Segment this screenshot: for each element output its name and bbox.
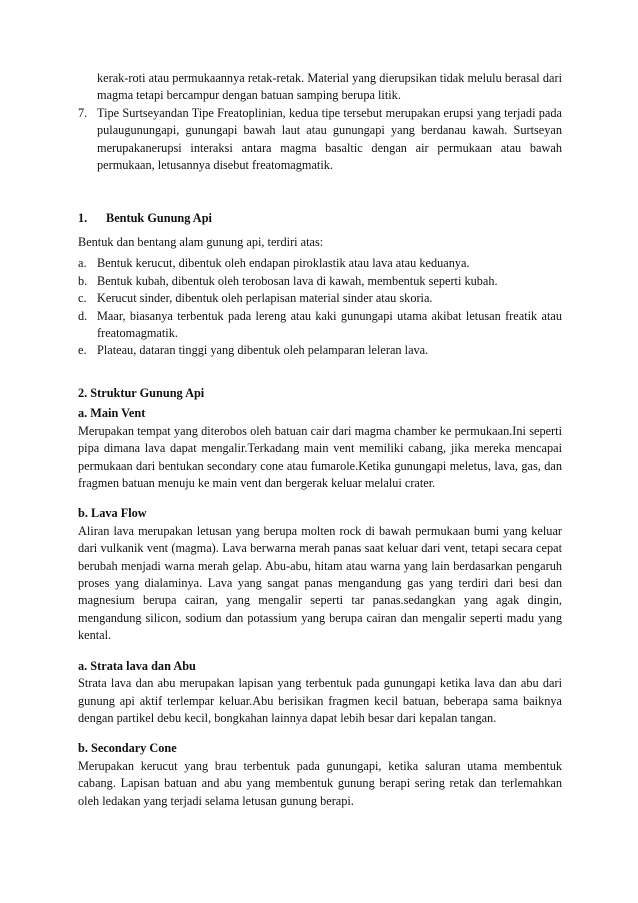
list-item-text: Tipe Surtseyandan Tipe Freatoplinian, kedua tipe tersebut merupakan erupsi yang terjadi pada pulaugunungapi, gunungapi bawah laut atau gunungapi yang berdanau kawah. Surtseyan merupakanerupsi interaksi antara magma basaltic dengan air permukaan atau bawah permukaan, letusannya disebut freatomagmatik. [97,105,562,173]
list-item-6-continuation: kerak-roti atau permukaannya retak-retak. Material yang dierupsikan tidak melulu berasal dari magma tetapi bercampur dengan batuan samping berupa litik. [97,71,562,103]
subsection-heading: a. Main Vent [78,406,146,421]
subsection-secondary-cone [78,740,562,810]
list-item-7 [78,105,562,175]
list-item [78,290,562,307]
subsection-main-vent [78,405,562,492]
section-bentuk-gunung-api [78,210,562,360]
list-item-text: Bentuk kubah, dibentuk oleh terobosan lava di kawah, membentuk seperti kubah. [97,273,498,288]
subsection-heading: b. Secondary Cone [78,741,177,756]
section-heading: 2. Struktur Gunung Api [78,386,205,400]
subsection-heading: a. Strata lava dan Abu [78,658,196,673]
section-struktur-gunung-api [78,385,562,810]
list-marker: c. [78,291,87,306]
list-marker: b. [78,273,88,288]
list-item-text: Kerucut sinder, dibentuk oleh perlapisan material sinder atau skoria. [97,291,433,306]
list-marker: d. [78,308,88,323]
subsection-lava-flow [78,505,562,644]
list-item [78,255,562,272]
section-intro: Bentuk dan bentang alam gunung api, terdiri atas: [78,235,324,249]
subsection-heading: b. Lava Flow [78,506,147,521]
continued-list [78,70,562,174]
section-number: 1. [78,211,88,225]
subsection-body: Strata lava dan abu merupakan lapisan yang terbentuk pada gunungapi ketika lava dan abu dari gunung api aktif terlempar keluar.Abu berisikan fragmen kecil batuan, beberapa sama baiknya dengan partikel debu kecil, bongkahan lainnya dapat lebih besar dari kepalan tangan. [78,676,562,725]
subsection-body: Aliran lava merupakan letusan yang berupa molten rock di bawah permukaan bumi yang keluar dari vulkanik vent (magma). Lava berwarna merah panas saat keluar dari vent, tetapi secara cepat berubah menjadi warna merah gelap. Abu-abu, hitam atau warna yang lain berdasarkan pengaruh proses yang dialaminya. Lava yang sangat panas mengandung gas yang terdiri dari besi dan magnesium berupa cairan, yang mengalir seperti tar panas.sedangkan yang agak dingin, mengandung silicon, sodium dan potassium yang berupa cairan dan mengalir seperti madu yang kental. [78,523,562,643]
list-marker: e. [78,343,87,358]
list-item [78,273,562,290]
section-title: Bentuk Gunung Api [106,211,212,225]
section-heading [78,210,562,227]
list-item [78,308,562,343]
list-item-text: Maar, biasanya terbentuk pada lereng atau kaki gunungapi utama akibat letusan freatik atau freatomagmatik. [97,308,562,341]
subsection-strata-lava-abu [78,658,562,728]
list-marker: a. [78,256,87,271]
list-marker: 7. [78,105,88,120]
shape-list [78,255,562,359]
subsection-body: Merupakan kerucut yang brau terbentuk pada gunungapi, ketika saluran utama membentuk cabang. Lapisan batuan and abu yang membentuk gunung berapi sering retak dan terlemahkan oleh ledakan yang terjadi selama letusan gunung berapi. [78,758,562,808]
list-item [78,342,562,359]
subsection-body: Merupakan tempat yang diterobos oleh batuan cair dari magma chamber ke permukaan.Ini seperti pipa dimana lava dapat mengalir.Terkadang main vent memiliki cabang, jika mereka mencapai permukaan dari bentukan secondary cone atau fumarole.Ketika gunungapi meletus, lava, gas, dan fragmen batuan menuju ke main vent dan bergerak keluar melalui crater. [78,423,562,491]
list-item-text: Plateau, dataran tinggi yang dibentuk oleh pelamparan leleran lava. [97,343,429,358]
list-item-text: Bentuk kerucut, dibentuk oleh endapan piroklastik atau lava atau keduanya. [97,256,470,271]
